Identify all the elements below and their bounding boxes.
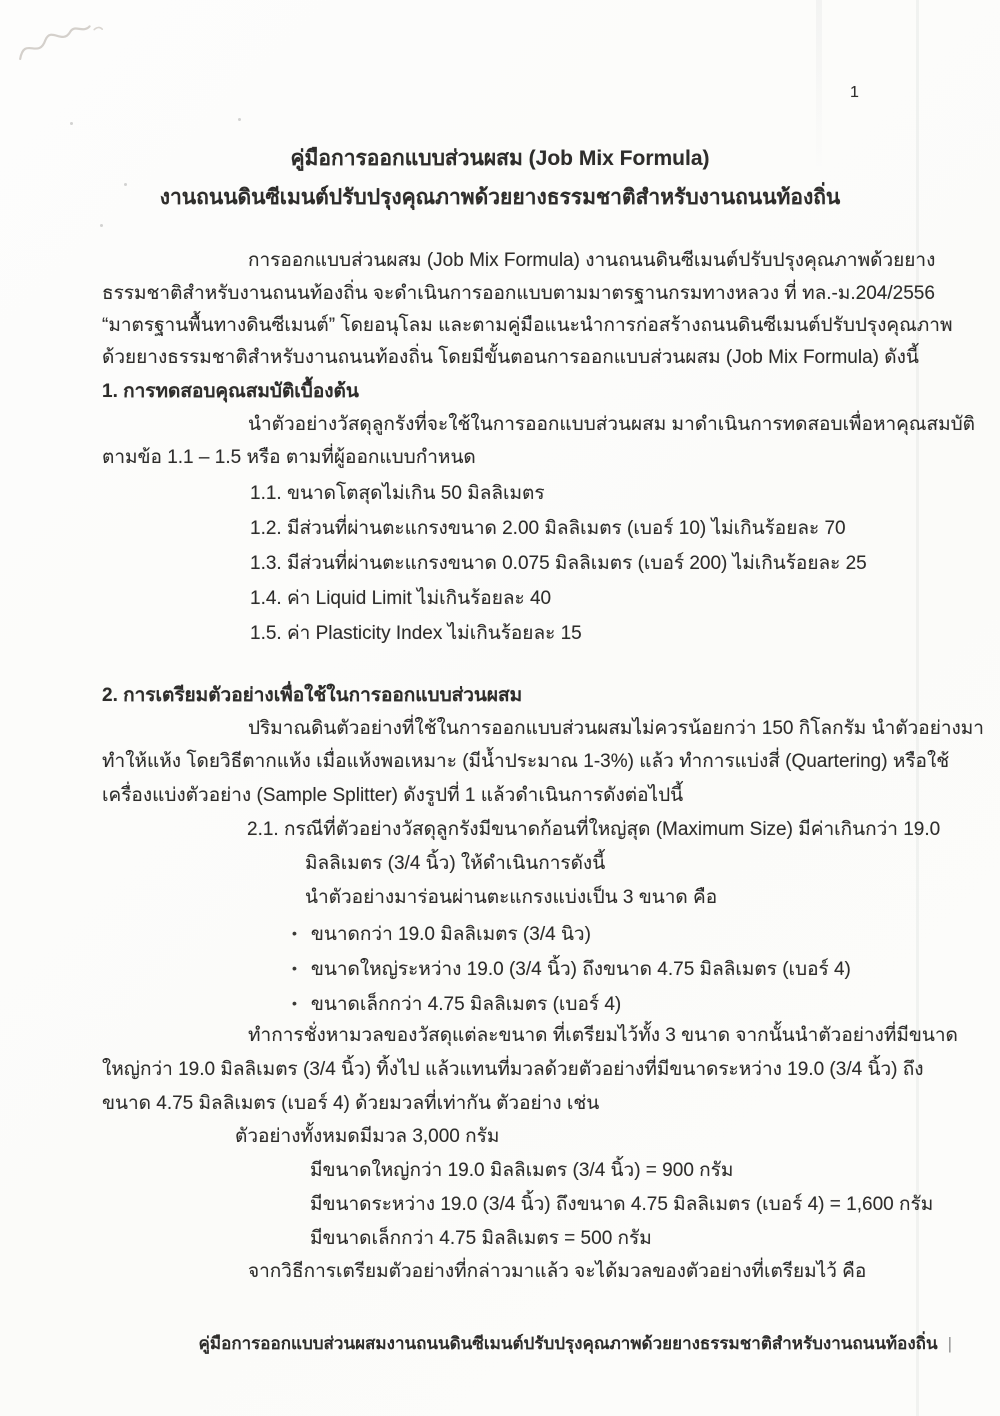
section-2-paragraph-line: เครื่องแบ่งตัวอย่าง (Sample Splitter) ดังรูปที่ 1 แล้วดำเนินการดังต่อไปนี้ [102,785,684,806]
document-title-line-2: งานถนนดินซีเมนต์ปรับปรุงคุณภาพด้วยยางธรรมชาติสำหรับงานถนนท้องถิ่น [159,186,841,209]
clause-2-1-line: มิลลิเมตร (3/4 นิ้ว) ให้ดำเนินการดังนี้ [305,853,606,874]
scan-speck [70,122,73,125]
intro-line: การออกแบบส่วนผสม (Job Mix Formula) งานถนนดินซีเมนต์ปรับปรุงคุณภาพด้วยยาง [248,250,936,271]
section-1-heading: 1. การทดสอบคุณสมบัติเบื้องต้น [102,381,359,402]
bullet-item-label: ขนาดกว่า 19.0 มิลลิเมตร (3/4 นิว) [310,924,591,945]
list-item-1-2: 1.2. มีส่วนที่ผ่านตะแกรงขนาด 2.00 มิลลิเมตร (เบอร์ 10) ไม่เกินร้อยละ 70 [250,518,846,539]
example-total-line: ตัวอย่างทั้งหมดมีมวล 3,000 กรัม [235,1126,500,1147]
bullet-item [292,988,621,1020]
bullet-item-label: ขนาดใหญ่ระหว่าง 19.0 (3/4 นิ้ว) ถึงขนาด 4.75 มิลลิเมตร (เบอร์ 4) [310,959,851,980]
list-item-1-5: 1.5. ค่า Plasticity Index ไม่เกินร้อยละ 15 [250,623,582,644]
bullet-icon: • [292,925,297,941]
scan-speck [100,224,103,227]
clause-2-1-paragraph-line: ใหญ่กว่า 19.0 มิลลิเมตร (3/4 นิ้ว) ทิ้งไป แล้วแทนที่มวลด้วยตัวอย่างที่มีขนาดระหว่าง 19.0 (3/4 นิ้ว) ถึง [102,1059,924,1080]
section-2-paragraph-line: ปริมาณดินตัวอย่างที่ใช้ในการออกแบบส่วนผสมไม่ควรน้อยกว่า 150 กิโลกรัม นำตัวอย่างมา [248,718,984,739]
list-item-1-4: 1.4. ค่า Liquid Limit ไม่เกินร้อยละ 40 [250,588,552,609]
bullet-item-label: ขนาดเล็กกว่า 4.75 มิลลิเมตร (เบอร์ 4) [310,994,622,1015]
footer-title: คู่มือการออกแบบส่วนผสมงานถนนดินซีเมนต์ปรับปรุงคุณภาพด้วยยางธรรมชาติสำหรับงานถนนท้องถิ่น [198,1334,938,1353]
scan-speck [238,118,241,121]
section-2-heading: 2. การเตรียมตัวอย่างเพื่อใช้ในการออกแบบส่วนผสม [102,685,523,706]
document-title-line-1: คู่มือการออกแบบส่วนผสม (Job Mix Formula) [290,147,710,170]
clause-2-1-paragraph-line: ขนาด 4.75 มิลลิเมตร (เบอร์ 4) ด้วยมวลที่เท่ากัน ตัวอย่าง เช่น [102,1093,600,1114]
footer [199,1331,952,1357]
clause-2-1-lead: นำตัวอย่างมาร่อนผ่านตะแกรงแบ่งเป็น 3 ขนาด คือ [305,887,718,908]
intro-line: ด้วยยางธรรมชาติสำหรับงานถนนท้องถิ่น โดยมีขั้นตอนการออกแบบส่วนผสม (Job Mix Formula) ดังนี้ [102,347,919,368]
pencil-scribble [6,4,134,80]
list-item-1-3: 1.3. มีส่วนที่ผ่านตะแกรงขนาด 0.075 มิลลิเมตร (เบอร์ 200) ไม่เกินร้อยละ 25 [250,553,867,574]
clause-2-1-paragraph-line: ทำการชั่งหามวลของวัสดุแต่ละขนาด ที่เตรียมไว้ทั้ง 3 ขนาด จากนั้นนำตัวอย่างที่มีขนาด [248,1025,958,1046]
footer-separator: | [947,1334,952,1353]
closing-line: จากวิธีการเตรียมตัวอย่างที่กล่าวมาแล้ว จะได้มวลของตัวอย่างที่เตรียมไว้ คือ [248,1261,867,1282]
example-line: มีขนาดเล็กกว่า 4.75 มิลลิเมตร = 500 กรัม [310,1228,652,1249]
bullet-item [292,918,591,950]
section-1-paragraph-line: ตามข้อ 1.1 – 1.5 หรือ ตามที่ผู้ออกแบบกำหนด [102,447,476,468]
intro-line: ธรรมชาติสำหรับงานถนนท้องถิ่น จะดำเนินการออกแบบตามมาตรฐานกรมทางหลวง ที่ ทล.-ม.204/2556 [102,283,935,304]
page-number: 1 [850,84,860,101]
example-line: มีขนาดระหว่าง 19.0 (3/4 นิ้ว) ถึงขนาด 4.75 มิลลิเมตร (เบอร์ 4) = 1,600 กรัม [310,1194,934,1215]
section-2-paragraph-line: ทำให้แห้ง โดยวิธีตากแห้ง เมื่อแห้งพอเหมาะ (มีน้ำประมาณ 1-3%) แล้ว ทำการแบ่งสี่ (Quartering) หรือใช้ [102,751,950,772]
intro-line: “มาตรฐานพื้นทางดินซีเมนต์” โดยอนุโลม และตามคู่มือแนะนำการก่อสร้างถนนดินซีเมนต์ปรับปรุงคุณภาพ [102,315,953,336]
clause-2-1-line: 2.1. กรณีที่ตัวอย่างวัสดุลูกรังมีขนาดก้อนที่ใหญ่สุด (Maximum Size) มีค่าเกินกว่า 19.0 [247,819,941,840]
list-item-1-1: 1.1. ขนาดโตสุดไม่เกิน 50 มิลลิเมตร [250,483,545,504]
bullet-icon: • [292,960,297,976]
bullet-icon: • [292,995,297,1011]
example-line: มีขนาดใหญ่กว่า 19.0 มิลลิเมตร (3/4 นิ้ว) = 900 กรัม [310,1160,734,1181]
bullet-item [292,953,851,985]
section-1-paragraph-line: นำตัวอย่างวัสดุลูกรังที่จะใช้ในการออกแบบส่วนผสม มาดำเนินการทดสอบเพื่อหาคุณสมบัติ [248,414,976,435]
